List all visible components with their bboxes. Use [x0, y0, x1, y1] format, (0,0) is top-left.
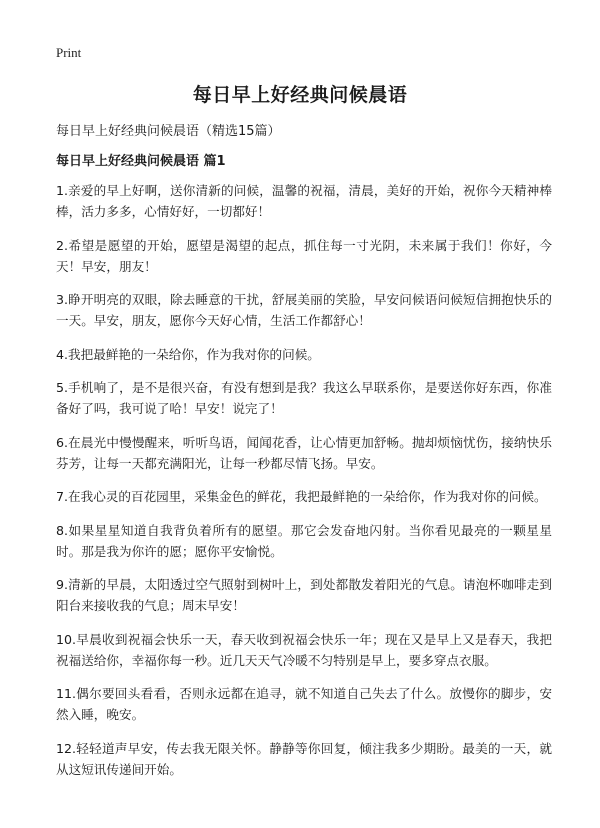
greeting-item-12: 12.轻轻道声早安，传去我无限关怀。静静等你回复，倾注我多少期盼。最美的一天，就从这短讯传递间开始。 — [56, 740, 552, 777]
document-title: 每日早上好经典问候晨语 — [192, 84, 408, 106]
greeting-item-7: 7.在我心灵的百花园里，采集金色的鲜花，我把最鲜艳的一朵给你，作为我对你的问候。 — [56, 489, 547, 504]
greeting-item-6: 6.在晨光中慢慢醒来，听听鸟语，闻闻花香，让心情更加舒畅。抛却烦恼忧伤，接纳快乐芬芳，让每一天都充满阳光，让每一秒都尽情飞扬。早安。 — [56, 434, 552, 471]
greeting-item-4: 4.我把最鲜艳的一朵给你，作为我对你的问候。 — [56, 346, 320, 362]
section-heading: 每日早上好经典问候晨语 篇1 — [56, 154, 226, 169]
print-label: Print — [56, 45, 82, 60]
greeting-item-3: 3.睁开明亮的双眼，除去睡意的干扰，舒展美丽的笑脸，早安问候语问候短信拥抱快乐的一天。早安，朋友，愿你今天好心情，生活工作都舒心！ — [56, 292, 552, 328]
greeting-item-11: 11.偶尔要回头看看，否则永远都在追寻，就不知道自己失去了什么。放慢你的脚步，安然入睡，晚安。 — [56, 686, 552, 722]
greeting-item-1: 1.亲爱的早上好啊，送你清新的问候，温馨的祝福，清晨，美好的开始，祝你今天精神棒棒，活力多多，心情好好，一切都好！ — [56, 183, 552, 219]
document-subtitle: 每日早上好经典问候晨语（精选15篇） — [56, 124, 281, 139]
greeting-list — [56, 180, 552, 792]
greeting-item-5: 5.手机响了，是不是很兴奋，有没有想到是我？我这么早联系你，是要送你好东西，你准备好了吗，我可说了哈！早安！说完了！ — [56, 380, 552, 416]
greeting-item-8: 8.如果星星知道自我背负着所有的愿望。那它会发奋地闪射。当你看见最亮的一颗星星时。那是我为你许的愿；愿你平安愉悦。 — [56, 522, 552, 559]
greeting-item-9: 9.清新的早晨，太阳透过空气照射到树叶上，到处都散发着阳光的气息。请泡杯咖啡走到阳台来接收我的气息；周末早安！ — [56, 577, 552, 613]
greeting-item-10: 10.早晨收到祝福会快乐一天，春天收到祝福会快乐一年；现在又是早上又是春天，我把祝福送给你，幸福你每一秒。近几天天气冷暖不匀特别是早上，要多穿点衣服。 — [56, 631, 552, 668]
greeting-item-2: 2.希望是愿望的开始，愿望是渴望的起点，抓住每一寸光阴，未来属于我们！你好，今天！早安，朋友！ — [56, 237, 552, 274]
